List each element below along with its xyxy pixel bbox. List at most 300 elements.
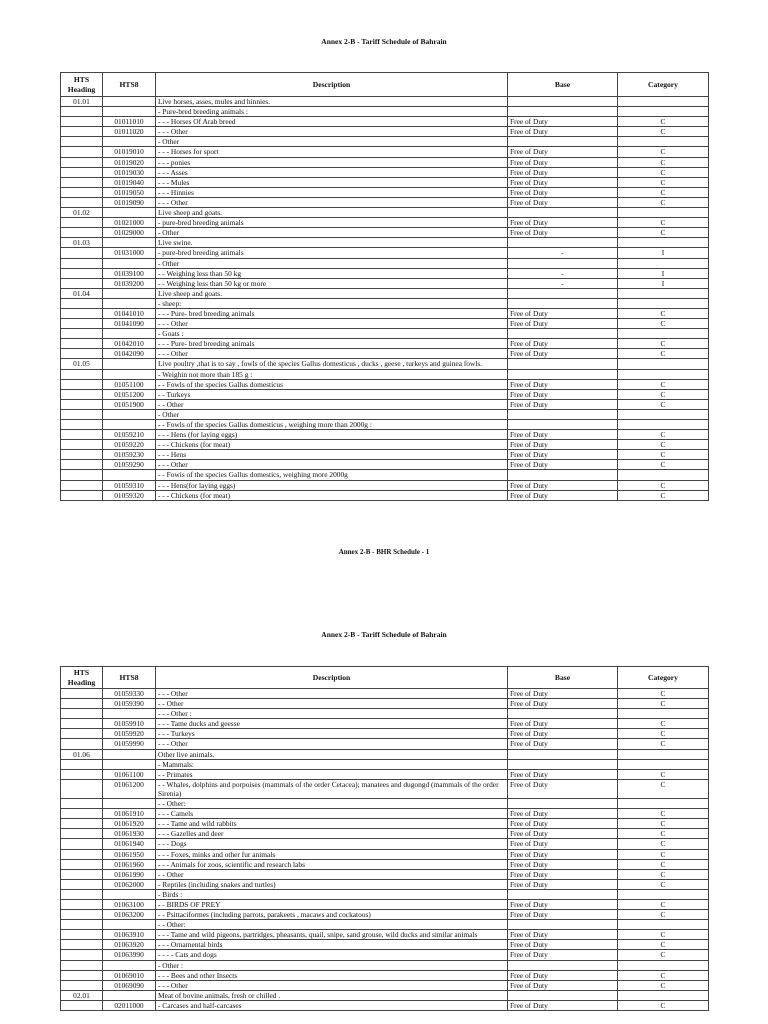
- hts-heading-cell: 01.02: [61, 208, 103, 218]
- description-cell: - Weighin not more than 185 g :: [156, 369, 508, 379]
- hts-heading-cell: [61, 960, 103, 970]
- table-row: [61, 127, 709, 137]
- category-cell: I: [618, 278, 709, 288]
- table-row: [61, 849, 709, 859]
- table-row: [61, 339, 709, 349]
- table-row: [61, 689, 709, 699]
- category-cell: [618, 359, 709, 369]
- table-row: [61, 147, 709, 157]
- table-row: [61, 490, 709, 500]
- table-row: [61, 107, 709, 117]
- description-cell: - - Turkeys: [156, 389, 508, 399]
- hts-heading-cell: [61, 389, 103, 399]
- description-cell: - - - Pure- bred breeding animals: [156, 308, 508, 318]
- base-cell: Free of Duty: [508, 197, 618, 207]
- hts8-cell: [103, 137, 156, 147]
- hts-heading-cell: [61, 699, 103, 709]
- category-cell: C: [618, 970, 709, 980]
- description-cell: - - - Horses Of Arab breed: [156, 117, 508, 127]
- table-row: [61, 399, 709, 409]
- page-1-title: Annex 2-B - Tariff Schedule of Bahrain: [321, 37, 447, 46]
- description-cell: - - - Turkeys: [156, 729, 508, 739]
- hts-heading-cell: [61, 430, 103, 440]
- hts-heading-cell: 01.06: [61, 749, 103, 759]
- base-cell: [508, 329, 618, 339]
- description-cell: - Birds :: [156, 889, 508, 899]
- description-cell: Other live animals.: [156, 749, 508, 759]
- hts8-cell: 01051900: [103, 399, 156, 409]
- hts8-cell: 01042010: [103, 339, 156, 349]
- description-cell: - - Whales, dolphins and porpoises (mammals of the order Cetacea); manatees and dugongd (mammals of the order Sirenia): [156, 779, 508, 798]
- hts-heading-cell: [61, 137, 103, 147]
- column-header-base: Base: [508, 667, 618, 689]
- hts-heading-cell: [61, 228, 103, 238]
- hts8-cell: 01059910: [103, 719, 156, 729]
- hts8-cell: 01059230: [103, 450, 156, 460]
- base-cell: [508, 889, 618, 899]
- hts-heading-cell: [61, 799, 103, 809]
- hts-heading-cell: [61, 369, 103, 379]
- category-cell: [618, 960, 709, 970]
- description-cell: - - - Hens (for laying eggs): [156, 430, 508, 440]
- column-header-hts8: HTS8: [103, 73, 156, 97]
- category-cell: [618, 759, 709, 769]
- table-row: [61, 298, 709, 308]
- hts-heading-cell: [61, 839, 103, 849]
- base-cell: [508, 137, 618, 147]
- base-cell: [508, 359, 618, 369]
- table-row: [61, 228, 709, 238]
- table-row: [61, 709, 709, 719]
- table-row: [61, 187, 709, 197]
- category-cell: C: [618, 157, 709, 167]
- base-cell: -: [508, 268, 618, 278]
- description-cell: - - - Hens(for laying eggs): [156, 480, 508, 490]
- description-cell: - - - Gazelles and deer: [156, 829, 508, 839]
- base-cell: [508, 238, 618, 248]
- description-cell: - Mammals:: [156, 759, 508, 769]
- hts8-cell: 01061960: [103, 859, 156, 869]
- description-cell: - Reptiles (including snakes and turtles): [156, 879, 508, 889]
- base-cell: [508, 107, 618, 117]
- table-row: [61, 248, 709, 258]
- hts-heading-cell: [61, 258, 103, 268]
- base-cell: Free of Duty: [508, 829, 618, 839]
- base-cell: Free of Duty: [508, 177, 618, 187]
- base-cell: Free of Duty: [508, 719, 618, 729]
- category-cell: C: [618, 829, 709, 839]
- description-cell: - - - - Cats and dogs: [156, 950, 508, 960]
- table-row: [61, 859, 709, 869]
- table-row: [61, 990, 709, 1000]
- hts-heading-cell: [61, 147, 103, 157]
- category-cell: [618, 329, 709, 339]
- base-cell: Free of Duty: [508, 839, 618, 849]
- table-row: [61, 349, 709, 359]
- description-cell: - - BIRDS OF PREY: [156, 899, 508, 909]
- category-cell: [618, 238, 709, 248]
- hts8-cell: [103, 359, 156, 369]
- base-cell: Free of Duty: [508, 399, 618, 409]
- table-row: [61, 819, 709, 829]
- hts8-cell: 01059220: [103, 440, 156, 450]
- category-cell: [618, 470, 709, 480]
- description-cell: - - - Other: [156, 739, 508, 749]
- base-cell: Free of Duty: [508, 430, 618, 440]
- category-cell: C: [618, 1000, 709, 1010]
- table-row: [61, 910, 709, 920]
- table-row: [61, 970, 709, 980]
- hts-heading-cell: [61, 379, 103, 389]
- table-row: [61, 460, 709, 470]
- category-cell: C: [618, 980, 709, 990]
- description-cell: - sheep:: [156, 298, 508, 308]
- description-cell: - - - Other: [156, 689, 508, 699]
- category-cell: I: [618, 248, 709, 258]
- base-cell: Free of Duty: [508, 729, 618, 739]
- table-row: [61, 899, 709, 909]
- base-cell: Free of Duty: [508, 970, 618, 980]
- base-cell: Free of Duty: [508, 339, 618, 349]
- base-cell: Free of Duty: [508, 809, 618, 819]
- hts8-cell: 01059320: [103, 490, 156, 500]
- hts8-cell: 01063100: [103, 899, 156, 909]
- hts8-cell: [103, 470, 156, 480]
- hts8-cell: 01059920: [103, 729, 156, 739]
- category-cell: [618, 369, 709, 379]
- hts-heading-cell: [61, 268, 103, 278]
- hts8-cell: 01061100: [103, 769, 156, 779]
- description-cell: - - - Bees and other Insects: [156, 970, 508, 980]
- category-cell: C: [618, 177, 709, 187]
- base-cell: Free of Duty: [508, 450, 618, 460]
- table-row: [61, 379, 709, 389]
- hts-heading-cell: [61, 167, 103, 177]
- table-row: [61, 480, 709, 490]
- category-cell: C: [618, 187, 709, 197]
- description-cell: - - - Other :: [156, 709, 508, 719]
- hts8-cell: 01061950: [103, 849, 156, 859]
- hts-heading-cell: [61, 759, 103, 769]
- hts8-cell: 01042090: [103, 349, 156, 359]
- description-cell: - - Primates: [156, 769, 508, 779]
- category-cell: C: [618, 899, 709, 909]
- table-row: [61, 739, 709, 749]
- base-cell: Free of Duty: [508, 460, 618, 470]
- hts-heading-cell: [61, 1000, 103, 1010]
- description-cell: - - - Ornamental birds: [156, 940, 508, 950]
- base-cell: Free of Duty: [508, 899, 618, 909]
- table-row: [61, 117, 709, 127]
- description-cell: - - - Mules: [156, 177, 508, 187]
- category-cell: [618, 709, 709, 719]
- hts-heading-cell: [61, 177, 103, 187]
- hts8-cell: 01019010: [103, 147, 156, 157]
- category-cell: C: [618, 147, 709, 157]
- base-cell: Free of Duty: [508, 779, 618, 798]
- category-cell: C: [618, 308, 709, 318]
- category-cell: [618, 420, 709, 430]
- hts8-cell: [103, 889, 156, 899]
- table-row: [61, 839, 709, 849]
- hts8-cell: 01019040: [103, 177, 156, 187]
- hts8-cell: 01063200: [103, 910, 156, 920]
- base-cell: [508, 420, 618, 430]
- hts-heading-cell: [61, 127, 103, 137]
- base-cell: Free of Duty: [508, 117, 618, 127]
- description-cell: Live sheep and goats.: [156, 208, 508, 218]
- hts-heading-cell: [61, 930, 103, 940]
- base-cell: Free of Duty: [508, 859, 618, 869]
- description-cell: - - Fowis of the species Gallus domestics, weighing more 2000g: [156, 470, 508, 480]
- description-cell: Live horses, asses, mules and hinnies.: [156, 97, 508, 107]
- base-cell: [508, 749, 618, 759]
- description-cell: - - - Hens: [156, 450, 508, 460]
- hts8-cell: [103, 298, 156, 308]
- description-cell: - pure-bred breeding animals: [156, 248, 508, 258]
- hts-heading-cell: [61, 399, 103, 409]
- table-row: [61, 409, 709, 419]
- hts8-cell: [103, 258, 156, 268]
- base-cell: Free of Duty: [508, 218, 618, 228]
- description-cell: - Other: [156, 137, 508, 147]
- description-cell: Meat of bovine animals, fresh or chilled .: [156, 990, 508, 1000]
- base-cell: Free of Duty: [508, 308, 618, 318]
- base-cell: Free of Duty: [508, 349, 618, 359]
- hts8-cell: 01011020: [103, 127, 156, 137]
- hts-heading-cell: [61, 197, 103, 207]
- hts8-cell: 01051100: [103, 379, 156, 389]
- base-cell: [508, 920, 618, 930]
- description-cell: - - - Other: [156, 980, 508, 990]
- base-cell: Free of Duty: [508, 1000, 618, 1010]
- hts-heading-cell: [61, 819, 103, 829]
- table-row: [61, 749, 709, 759]
- table-row: [61, 889, 709, 899]
- hts8-cell: 01041010: [103, 308, 156, 318]
- description-cell: - - - Horses for sport: [156, 147, 508, 157]
- description-cell: - Other :: [156, 960, 508, 970]
- description-cell: - - - Chickens (for meat): [156, 490, 508, 500]
- table-row: [61, 177, 709, 187]
- hts-heading-cell: [61, 470, 103, 480]
- hts-heading-cell: [61, 889, 103, 899]
- hts8-cell: 01061910: [103, 809, 156, 819]
- base-cell: Free of Duty: [508, 940, 618, 950]
- hts-heading-cell: [61, 869, 103, 879]
- description-cell: - - - Foxes, minks and other fur animals: [156, 849, 508, 859]
- hts-heading-cell: [61, 920, 103, 930]
- base-cell: Free of Duty: [508, 849, 618, 859]
- category-cell: C: [618, 769, 709, 779]
- hts-heading-cell: [61, 420, 103, 430]
- hts8-cell: 01019090: [103, 197, 156, 207]
- description-cell: - Other: [156, 409, 508, 419]
- base-cell: -: [508, 278, 618, 288]
- hts8-cell: [103, 990, 156, 1000]
- category-cell: C: [618, 127, 709, 137]
- hts8-cell: 01062000: [103, 879, 156, 889]
- base-cell: Free of Duty: [508, 228, 618, 238]
- hts-heading-cell: [61, 298, 103, 308]
- description-cell: - - - Other: [156, 319, 508, 329]
- category-cell: C: [618, 480, 709, 490]
- hts8-cell: [103, 759, 156, 769]
- table-row: [61, 729, 709, 739]
- base-cell: [508, 759, 618, 769]
- table-row: [61, 699, 709, 709]
- hts-heading-cell: [61, 308, 103, 318]
- hts8-cell: 01063990: [103, 950, 156, 960]
- category-cell: [618, 298, 709, 308]
- hts-heading-cell: [61, 329, 103, 339]
- table-row: [61, 940, 709, 950]
- table-row: [61, 359, 709, 369]
- table-row: [61, 440, 709, 450]
- table-row: [61, 450, 709, 460]
- description-cell: - pure-bred breeding animals: [156, 218, 508, 228]
- hts-heading-cell: [61, 689, 103, 699]
- description-cell: - - - Camels: [156, 809, 508, 819]
- hts-heading-cell: [61, 248, 103, 258]
- description-cell: - Other: [156, 258, 508, 268]
- category-cell: C: [618, 117, 709, 127]
- table-row: [61, 329, 709, 339]
- hts-heading-cell: [61, 970, 103, 980]
- hts-heading-cell: [61, 349, 103, 359]
- category-cell: C: [618, 349, 709, 359]
- description-cell: - - - Other: [156, 127, 508, 137]
- table-row: [61, 238, 709, 248]
- table-row: [61, 920, 709, 930]
- category-cell: C: [618, 849, 709, 859]
- hts8-cell: 01021000: [103, 218, 156, 228]
- table-row: [61, 167, 709, 177]
- hts-heading-cell: [61, 829, 103, 839]
- table-row: [61, 470, 709, 480]
- hts-heading-cell: [61, 490, 103, 500]
- hts8-cell: [103, 208, 156, 218]
- category-cell: C: [618, 699, 709, 709]
- hts8-cell: 01059290: [103, 460, 156, 470]
- category-cell: C: [618, 879, 709, 889]
- hts8-cell: 01059330: [103, 689, 156, 699]
- description-cell: - - Other: [156, 399, 508, 409]
- category-cell: [618, 920, 709, 930]
- hts8-cell: 01059990: [103, 739, 156, 749]
- base-cell: Free of Duty: [508, 930, 618, 940]
- hts-heading-cell: [61, 339, 103, 349]
- column-header-category: Category: [618, 73, 709, 97]
- base-cell: [508, 288, 618, 298]
- table-row: [61, 420, 709, 430]
- hts8-cell: [103, 709, 156, 719]
- base-cell: Free of Duty: [508, 187, 618, 197]
- table-row: [61, 268, 709, 278]
- base-cell: Free of Duty: [508, 127, 618, 137]
- description-cell: - - - Asses: [156, 167, 508, 177]
- hts-heading-cell: [61, 480, 103, 490]
- category-cell: C: [618, 389, 709, 399]
- hts-heading-cell: [61, 450, 103, 460]
- hts-heading-cell: [61, 859, 103, 869]
- category-cell: C: [618, 218, 709, 228]
- description-cell: - - - Other: [156, 460, 508, 470]
- hts8-cell: 01019030: [103, 167, 156, 177]
- description-cell: - - - Hinnies: [156, 187, 508, 197]
- category-cell: C: [618, 839, 709, 849]
- table-row: [61, 137, 709, 147]
- base-cell: Free of Duty: [508, 157, 618, 167]
- base-cell: [508, 298, 618, 308]
- hts-heading-cell: [61, 709, 103, 719]
- hts-heading-cell: 01.01: [61, 97, 103, 107]
- hts8-cell: 01069010: [103, 970, 156, 980]
- table-row: [61, 258, 709, 268]
- table-row: [61, 369, 709, 379]
- base-cell: Free of Duty: [508, 950, 618, 960]
- hts8-cell: [103, 420, 156, 430]
- hts-heading-cell: [61, 779, 103, 798]
- base-cell: [508, 470, 618, 480]
- table-row: [61, 960, 709, 970]
- table-row: [61, 930, 709, 940]
- category-cell: C: [618, 719, 709, 729]
- description-cell: - - Psittaciformes (including parrots, parakeets , macaws and cockatoos): [156, 910, 508, 920]
- hts8-cell: [103, 107, 156, 117]
- table-row: [61, 809, 709, 819]
- description-cell: - - - Tame ducks and geesse: [156, 719, 508, 729]
- hts-heading-cell: [61, 157, 103, 167]
- base-cell: Free of Duty: [508, 910, 618, 920]
- table-row: [61, 719, 709, 729]
- hts-heading-cell: [61, 769, 103, 779]
- hts8-cell: [103, 920, 156, 930]
- table-row: [61, 759, 709, 769]
- base-cell: Free of Duty: [508, 167, 618, 177]
- hts8-cell: [103, 369, 156, 379]
- description-cell: - - - Dogs: [156, 839, 508, 849]
- category-cell: C: [618, 779, 709, 798]
- hts-heading-cell: [61, 950, 103, 960]
- hts-heading-cell: [61, 107, 103, 117]
- base-cell: Free of Duty: [508, 389, 618, 399]
- hts-heading-cell: [61, 899, 103, 909]
- category-cell: C: [618, 339, 709, 349]
- hts-heading-cell: [61, 218, 103, 228]
- table-row: [61, 97, 709, 107]
- base-cell: Free of Duty: [508, 769, 618, 779]
- base-cell: Free of Duty: [508, 980, 618, 990]
- description-cell: - Carcases and half-carcases: [156, 1000, 508, 1010]
- category-cell: C: [618, 490, 709, 500]
- base-cell: Free of Duty: [508, 879, 618, 889]
- page-2-title: Annex 2-B - Tariff Schedule of Bahrain: [321, 630, 447, 639]
- base-cell: Free of Duty: [508, 689, 618, 699]
- base-cell: Free of Duty: [508, 319, 618, 329]
- category-cell: [618, 258, 709, 268]
- description-cell: - - Other: [156, 869, 508, 879]
- category-cell: C: [618, 379, 709, 389]
- hts8-cell: 01063910: [103, 930, 156, 940]
- hts8-cell: 01019020: [103, 157, 156, 167]
- category-cell: [618, 288, 709, 298]
- category-cell: C: [618, 809, 709, 819]
- category-cell: C: [618, 460, 709, 470]
- description-cell: - - - Animals for zoos, scientific and research labs: [156, 859, 508, 869]
- hts-heading-cell: [61, 910, 103, 920]
- description-cell: - Pure-bred breeding animals :: [156, 107, 508, 117]
